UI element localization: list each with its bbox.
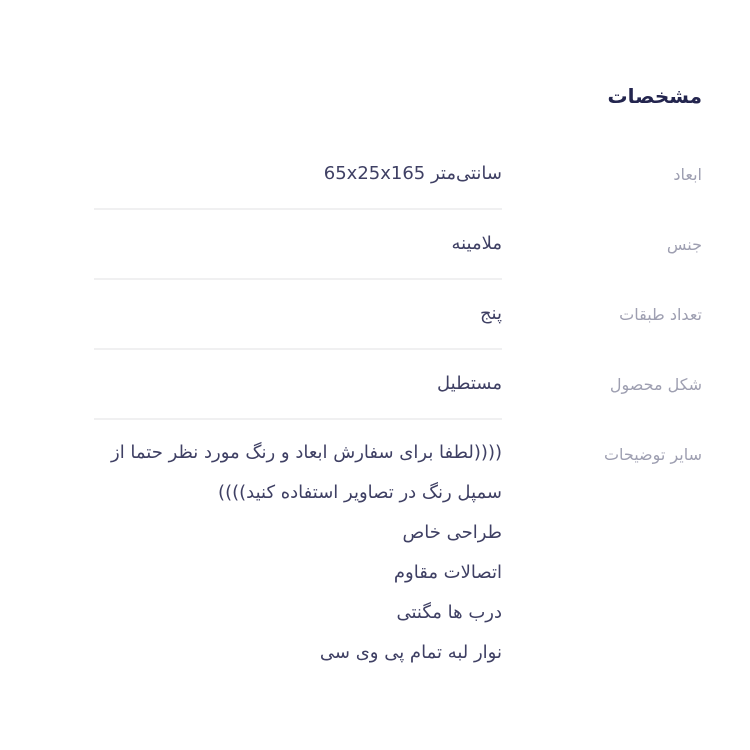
spec-value: سانتی‌متر 65x25x165 xyxy=(94,140,502,210)
notes-line: درب ها مگنتی xyxy=(396,602,502,623)
spec-value: مستطیل xyxy=(94,350,502,420)
spec-row-material xyxy=(94,210,702,280)
spec-value: ملامینه xyxy=(94,210,502,280)
spec-label: تعداد طبقات xyxy=(619,305,702,324)
specifications-title: مشخصات xyxy=(607,84,702,108)
notes-line: ((((لطفا برای سفارش ابعاد و رنگ مورد نظر حتما از سمپل رنگ در تصاویر استفاده کنید)))) xyxy=(111,442,502,503)
spec-label: ابعاد xyxy=(673,165,702,184)
spec-row-other-notes xyxy=(94,420,702,693)
spec-row-shelf-count xyxy=(94,280,702,350)
specifications-list xyxy=(94,140,702,693)
spec-value-notes xyxy=(94,420,502,693)
spec-value: پنج xyxy=(94,280,502,350)
notes-line: طراحی خاص xyxy=(402,522,502,543)
spec-label: سایر توضیحات xyxy=(603,445,702,464)
spec-label: جنس xyxy=(666,235,702,254)
spec-label: شکل محصول xyxy=(609,375,702,394)
notes-line: نوار لبه تمام پی وی سی xyxy=(319,642,502,663)
spec-row-dimensions xyxy=(94,140,702,210)
notes-line: اتصالات مقاوم xyxy=(393,562,502,583)
spec-row-product-shape xyxy=(94,350,702,420)
